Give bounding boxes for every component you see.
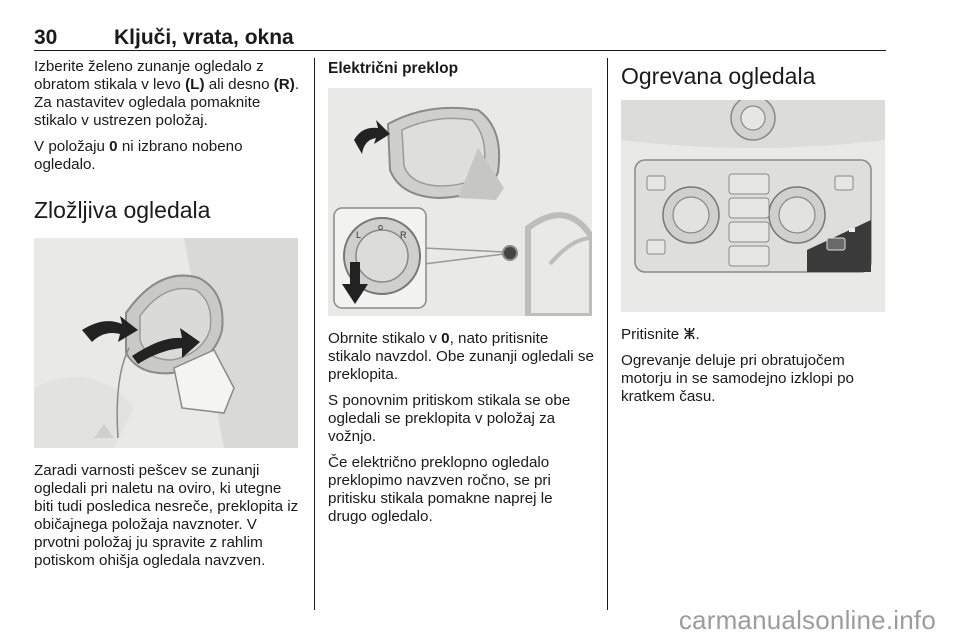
text-fragment: Pritisnite xyxy=(621,326,684,343)
text-fragment: ali desno xyxy=(204,76,274,93)
heated-mirror-symbol-icon: ⵥ xyxy=(683,326,696,343)
position-zero-paragraph xyxy=(34,138,300,174)
chapter-title: Ključi, vrata, okna xyxy=(114,26,294,49)
knob-label-l: L xyxy=(356,230,362,240)
heading-heated-mirrors: Ogrevana ogledala xyxy=(621,63,816,89)
folding-mirror-illustration xyxy=(34,238,298,448)
column-left xyxy=(34,58,300,578)
knob-label-0: o xyxy=(378,222,384,232)
right-label: (R) xyxy=(273,76,295,93)
text-fragment: . Za nastavitev ogledala pomaknite stikalo v ustrezen položaj. xyxy=(34,76,300,129)
page-header xyxy=(34,24,886,51)
heading-folding-mirrors: Zložljiva ogledala xyxy=(34,197,211,223)
left-label: (L) xyxy=(185,76,205,93)
heading-electric-folding: Električni preklop xyxy=(328,60,459,77)
column-divider-1 xyxy=(314,58,315,610)
zero-label: 0 xyxy=(441,330,450,347)
text-fragment: . xyxy=(695,326,700,343)
knob-label-r: R xyxy=(400,230,407,240)
text-fragment: Obrnite stikalo v xyxy=(328,330,442,347)
mirror-select-paragraph xyxy=(34,58,300,130)
text-fragment: ni izbrano nobeno ogledalo. xyxy=(34,138,243,173)
zero-label: 0 xyxy=(109,138,118,155)
heated-mirror-instruction xyxy=(621,326,887,344)
text-fragment: , nato pritisnite stikalo navzdol. Obe zunanji ogledali se preklopita. xyxy=(328,330,594,383)
folding-mirrors-description: Zaradi varnosti pešcev se zunanji ogledali pri naletu na oviro, ki utegne biti tudi posledica nesreče, preklopita iz običajnega položaja navznoter. V prvotni položaj ju spravite z rahlim potiskom ohišja ogledala navzven. xyxy=(34,462,299,569)
electric-fold-return: S ponovnim pritiskom stikala se obe ogledali se preklopita v položaj za vožnjo. xyxy=(328,392,571,445)
text-fragment: V položaju xyxy=(34,138,110,155)
page-number: 30 xyxy=(34,26,58,49)
electric-fold-instruction xyxy=(328,330,594,384)
electric-fold-manual-note: Če električno preklopno ogledalo preklopimo navzven ročno, se pri pritisku stikala pomakne naprej le drugo ogledalo. xyxy=(328,454,553,525)
column-right xyxy=(621,58,887,414)
heated-mirror-description: Ogrevanje deluje pri obratujočem motorju in se samodejno izklopi po kratkem času. xyxy=(621,352,854,405)
mirror-switch-illustration xyxy=(328,88,592,316)
heated-mirror-button-icon xyxy=(827,238,845,250)
text-fragment: Izberite želeno zunanje ogledalo z obratom stikala v levo xyxy=(34,58,264,93)
column-divider-2 xyxy=(607,58,608,610)
watermark: carmanualsonline.info xyxy=(678,605,936,635)
climate-panel-illustration xyxy=(621,100,885,312)
column-middle xyxy=(328,58,594,534)
